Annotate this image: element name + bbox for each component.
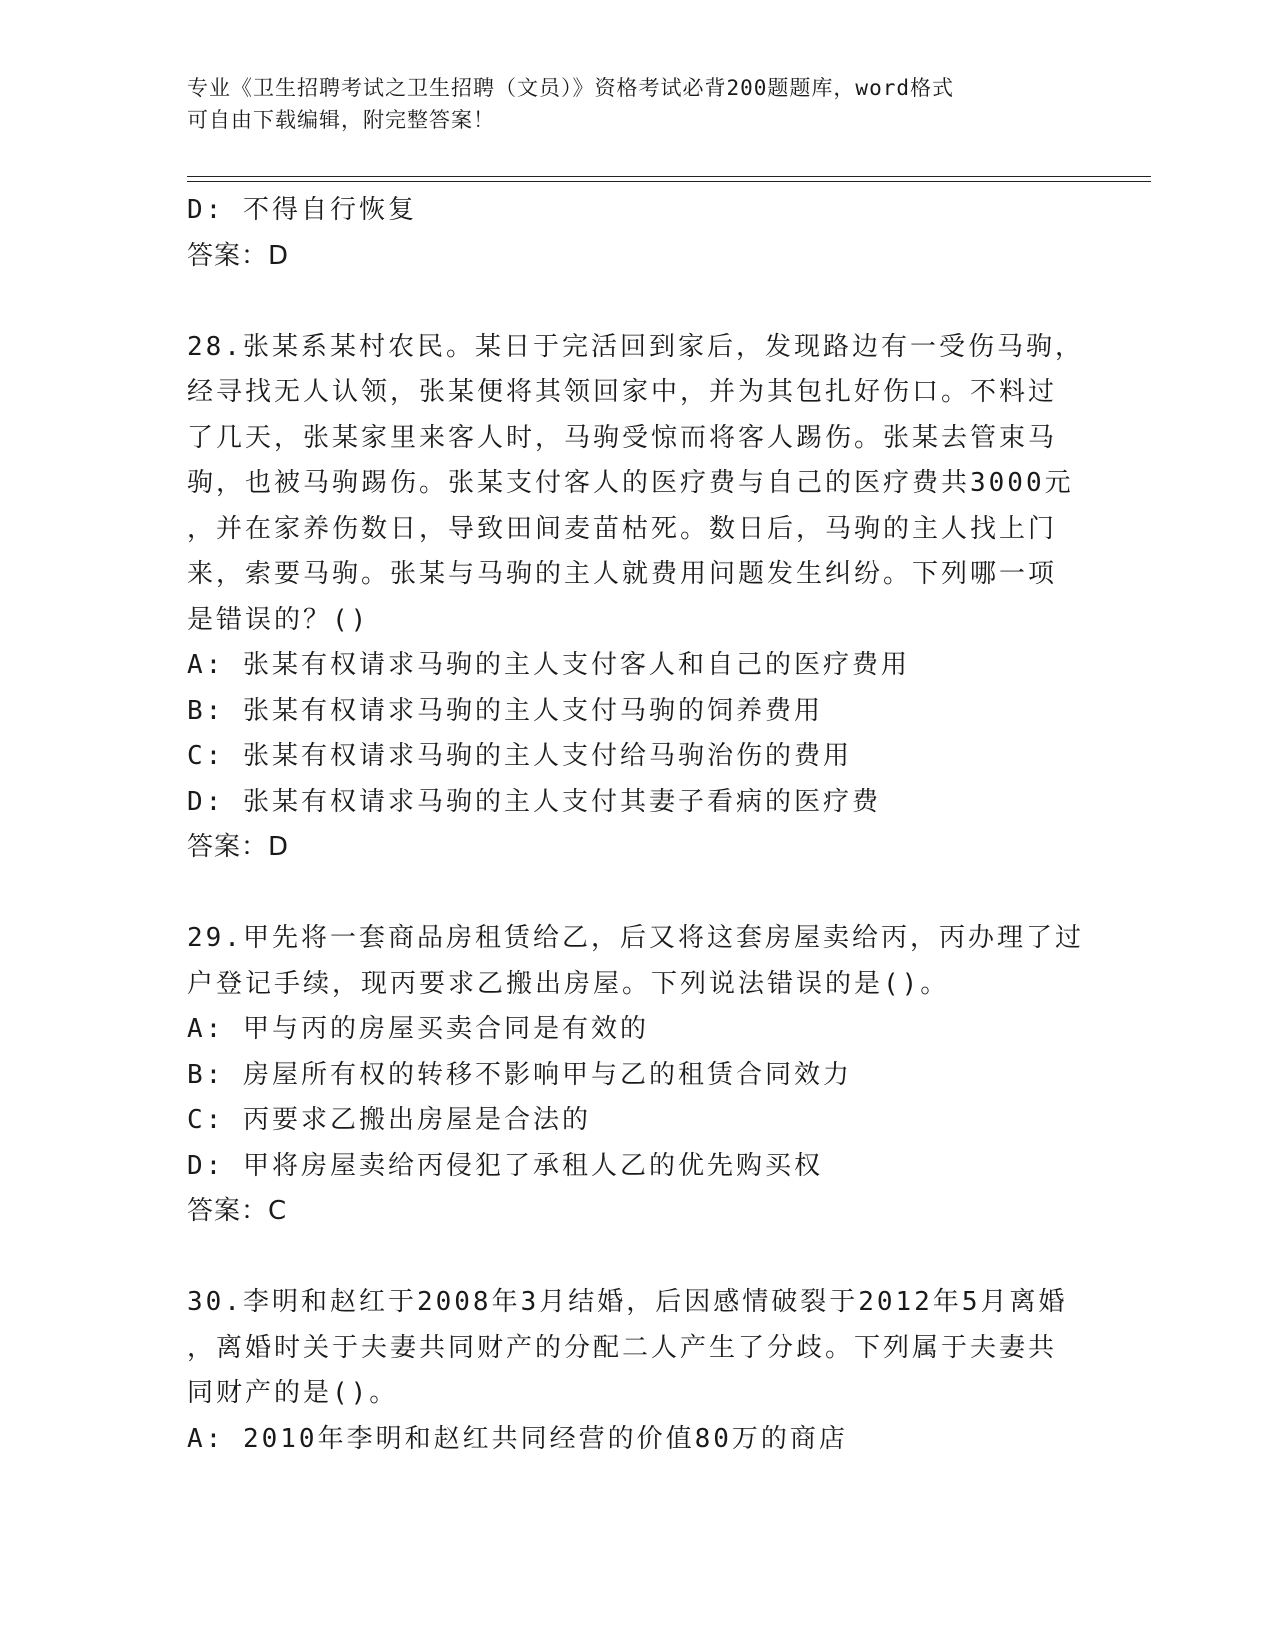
question-28-text-line: 来，索要马驹。张某与马驹的主人就费用问题发生纠纷。下列哪一项 bbox=[187, 559, 1058, 589]
header-divider bbox=[187, 176, 1151, 182]
question-30-text-line: 30.李明和赵红于2008年3月结婚，后因感情破裂于2012年5月离婚 bbox=[187, 1287, 1068, 1317]
question-30-option-a: A: 2010年李明和赵红共同经营的价值80万的商店 bbox=[187, 1423, 848, 1454]
question-30-text-line: 同财产的是()。 bbox=[187, 1378, 399, 1408]
question-28-text-line: 是错误的？() bbox=[187, 604, 370, 635]
header-line-1: 专业《卫生招聘考试之卫生招聘（文员）》资格考试必背200题题库，word格式 bbox=[187, 76, 954, 100]
question-29-answer: 答案：C bbox=[187, 1196, 288, 1226]
question-28-text-line: ，并在家养伤数日，导致田间麦苗枯死。数日后，马驹的主人找上门 bbox=[187, 513, 1058, 544]
question-28-option-b: B: 张某有权请求马驹的主人支付马驹的饲养费用 bbox=[187, 695, 823, 726]
prev-option-d: D: 不得自行恢复 bbox=[187, 195, 417, 225]
question-28 bbox=[187, 325, 1084, 871]
spacer bbox=[187, 1235, 1067, 1281]
document-header bbox=[187, 72, 1087, 136]
question-28-text-line: 了几天，张某家里来客人时，马驹受惊而将客人踢伤。张某去管束马 bbox=[187, 422, 1058, 453]
question-29 bbox=[187, 916, 1084, 1235]
spacer bbox=[187, 279, 1067, 325]
question-29-option-d: D: 甲将房屋卖给丙侵犯了承租人乙的优先购买权 bbox=[187, 1150, 823, 1181]
question-29-option-c: C: 丙要求乙搬出房屋是合法的 bbox=[187, 1105, 591, 1135]
question-29-text-line: 29.甲先将一套商品房租赁给乙，后又将这套房屋卖给丙，丙办理了过 bbox=[187, 923, 1084, 953]
question-29-option-a: A: 甲与丙的房屋买卖合同是有效的 bbox=[187, 1014, 649, 1044]
question-28-text-line: 28.张某系某村农民。某日于完活回到家后，发现路边有一受伤马驹， bbox=[187, 331, 1084, 362]
page-content bbox=[187, 188, 1084, 1462]
question-28-option-d: D: 张某有权请求马驹的主人支付其妻子看病的医疗费 bbox=[187, 786, 881, 817]
question-28-answer: 答案：D bbox=[187, 832, 290, 862]
question-30-text-line: ，离婚时关于夫妻共同财产的分配二人产生了分歧。下列属于夫妻共 bbox=[187, 1332, 1058, 1363]
question-28-option-a: A: 张某有权请求马驹的主人支付客人和自己的医疗费用 bbox=[187, 650, 910, 680]
prev-answer: 答案：D bbox=[187, 240, 290, 271]
header-line-2: 可自由下载编辑，附完整答案！ bbox=[187, 108, 495, 132]
question-29-text-line: 户登记手续，现丙要求乙搬出房屋。下列说法错误的是()。 bbox=[187, 968, 950, 999]
question-28-text-line: 经寻找无人认领，张某便将其领回家中，并为其包扎好伤口。不料过 bbox=[187, 377, 1058, 407]
question-29-option-b: B: 房屋所有权的转移不影响甲与乙的租赁合同效力 bbox=[187, 1059, 852, 1090]
question-28-text-line: 驹，也被马驹踢伤。张某支付客人的医疗费与自己的医疗费共3000元 bbox=[187, 468, 1074, 498]
question-28-option-c: C: 张某有权请求马驹的主人支付给马驹治伤的费用 bbox=[187, 741, 852, 771]
spacer bbox=[187, 871, 1067, 917]
question-30 bbox=[187, 1280, 1067, 1462]
